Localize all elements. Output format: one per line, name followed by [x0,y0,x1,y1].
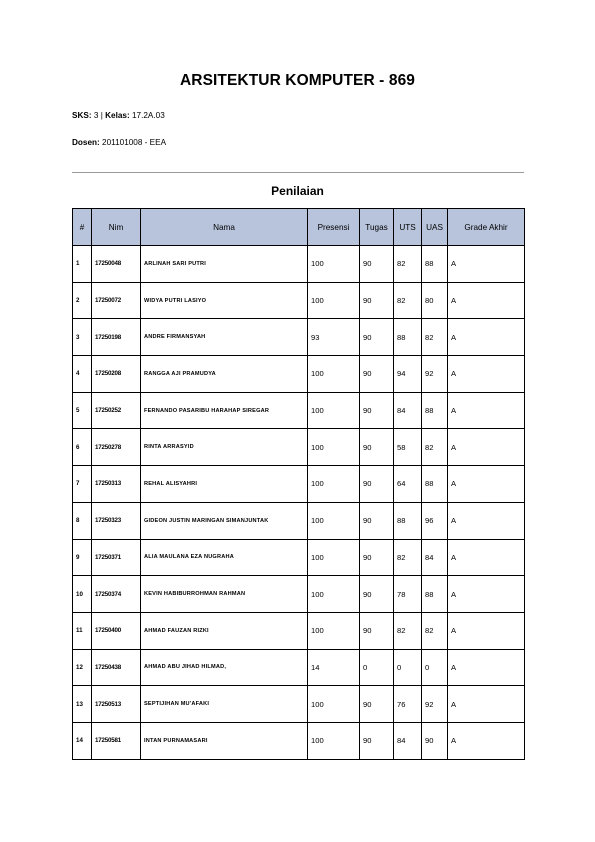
tugas-cell: 90 [360,722,394,759]
nim-cell: 17250208 [92,356,141,393]
tugas-cell: 0 [360,649,394,686]
row-number: 3 [73,319,92,356]
kelas-value: 17.2A.03 [131,111,165,120]
row-number: 13 [73,686,92,723]
name-cell: FERNANDO PASARIBU HARAHAP SIREGAR [141,392,308,429]
row-number: 4 [73,356,92,393]
presensi-cell: 100 [308,612,360,649]
table-row [73,686,525,723]
grade-cell: A [448,356,525,393]
column-header-tugas: Tugas [360,209,394,246]
grade-cell: A [448,722,525,759]
course-meta-line [72,111,165,120]
row-number: 1 [73,246,92,283]
uas-cell: 0 [422,649,448,686]
uas-cell: 92 [422,356,448,393]
grade-cell: A [448,502,525,539]
column-header-no: # [73,209,92,246]
grade-cell: A [448,686,525,723]
tugas-cell: 90 [360,612,394,649]
uts-cell: 94 [394,356,422,393]
uts-cell: 88 [394,502,422,539]
presensi-cell: 100 [308,429,360,466]
presensi-cell: 100 [308,356,360,393]
table-row [73,649,525,686]
name-cell: GIDEON JUSTIN MARINGAN SIMANJUNTAK [141,502,308,539]
nim-cell: 17250048 [92,246,141,283]
table-row [73,539,525,576]
nim-cell: 17250513 [92,686,141,723]
tugas-cell: 90 [360,502,394,539]
row-number: 6 [73,429,92,466]
row-number: 14 [73,722,92,759]
row-number: 9 [73,539,92,576]
divider [72,172,524,173]
nim-cell: 17250371 [92,539,141,576]
table-row [73,392,525,429]
dosen-value: 201101008 - EEA [102,138,167,147]
tugas-cell: 90 [360,392,394,429]
nim-cell: 17250313 [92,466,141,503]
grade-cell: A [448,282,525,319]
grade-cell: A [448,466,525,503]
presensi-cell: 100 [308,502,360,539]
uts-cell: 88 [394,319,422,356]
row-number: 8 [73,502,92,539]
name-cell: ALIA MAULANA EZA NUGRAHA [141,539,308,576]
tugas-cell: 90 [360,686,394,723]
tugas-cell: 90 [360,282,394,319]
row-number: 10 [73,576,92,613]
name-cell: WIDYA PUTRI LASIYO [141,282,308,319]
name-cell: SEPTIJIHAN MU'AFAKI [141,686,308,723]
column-header-uas: UAS [422,209,448,246]
row-number: 7 [73,466,92,503]
row-number: 2 [73,282,92,319]
uas-cell: 90 [422,722,448,759]
presensi-cell: 93 [308,319,360,356]
name-cell: INTAN PURNAMASARI [141,722,308,759]
table-row [73,246,525,283]
nim-cell: 17250072 [92,282,141,319]
tugas-cell: 90 [360,429,394,466]
grade-cell: A [448,649,525,686]
row-number: 11 [73,612,92,649]
table-row [73,612,525,649]
dosen-label: Dosen: [72,138,100,147]
grade-cell: A [448,429,525,466]
table-row [73,576,525,613]
presensi-cell: 100 [308,722,360,759]
uas-cell: 82 [422,612,448,649]
uts-cell: 82 [394,539,422,576]
uas-cell: 96 [422,502,448,539]
table-body [73,246,525,760]
uas-cell: 88 [422,392,448,429]
name-cell: ARLINAH SARI PUTRI [141,246,308,283]
presensi-cell: 14 [308,649,360,686]
name-cell: RINTA ARRASYID [141,429,308,466]
uas-cell: 88 [422,466,448,503]
column-header-grade: Grade Akhir [448,209,525,246]
uts-cell: 64 [394,466,422,503]
uts-cell: 58 [394,429,422,466]
tugas-cell: 90 [360,356,394,393]
row-number: 12 [73,649,92,686]
nim-cell: 17250323 [92,502,141,539]
tugas-cell: 90 [360,319,394,356]
presensi-cell: 100 [308,282,360,319]
name-cell: AHMAD ABU JIHAD HILMAD, [141,649,308,686]
tugas-cell: 90 [360,246,394,283]
name-cell: ANDRE FIRMANSYAH [141,319,308,356]
sks-label: SKS: [72,111,92,120]
column-header-uts: UTS [394,209,422,246]
grade-cell: A [448,246,525,283]
uts-cell: 84 [394,722,422,759]
kelas-label: Kelas: [105,111,130,120]
nim-cell: 17250252 [92,392,141,429]
presensi-cell: 100 [308,539,360,576]
uts-cell: 82 [394,282,422,319]
uas-cell: 88 [422,576,448,613]
tugas-cell: 90 [360,576,394,613]
table-row [73,319,525,356]
nim-cell: 17250198 [92,319,141,356]
grade-cell: A [448,319,525,356]
grade-cell: A [448,576,525,613]
nim-cell: 17250374 [92,576,141,613]
uas-cell: 84 [422,539,448,576]
uts-cell: 82 [394,612,422,649]
nim-cell: 17250438 [92,649,141,686]
uts-cell: 76 [394,686,422,723]
tugas-cell: 90 [360,466,394,503]
uas-cell: 82 [422,319,448,356]
column-header-presensi: Presensi [308,209,360,246]
name-cell: REHAL ALISYAHRI [141,466,308,503]
presensi-cell: 100 [308,686,360,723]
table-header-row [73,209,525,246]
table-row [73,466,525,503]
table-row [73,429,525,466]
lecturer-line [72,138,166,147]
sks-value: 3 [93,111,99,120]
uts-cell: 84 [394,392,422,429]
grade-cell: A [448,539,525,576]
meta-separator: | [100,111,103,120]
table-row [73,282,525,319]
grade-cell: A [448,612,525,649]
column-header-nama: Nama [141,209,308,246]
grades-table [72,208,525,760]
presensi-cell: 100 [308,576,360,613]
grade-cell: A [448,392,525,429]
tugas-cell: 90 [360,539,394,576]
uas-cell: 92 [422,686,448,723]
table-row [73,722,525,759]
nim-cell: 17250581 [92,722,141,759]
nim-cell: 17250278 [92,429,141,466]
name-cell: KEVIN HABIBURROHMAN RAHMAN [141,576,308,613]
name-cell: RANGGA AJI PRAMUDYA [141,356,308,393]
uas-cell: 80 [422,282,448,319]
uts-cell: 78 [394,576,422,613]
uas-cell: 88 [422,246,448,283]
page-title: ARSITEKTUR KOMPUTER - 869 [179,72,416,89]
uts-cell: 82 [394,246,422,283]
presensi-cell: 100 [308,466,360,503]
uas-cell: 82 [422,429,448,466]
presensi-cell: 100 [308,246,360,283]
presensi-cell: 100 [308,392,360,429]
table-row [73,502,525,539]
column-header-nim: Nim [92,209,141,246]
nim-cell: 17250400 [92,612,141,649]
uts-cell: 0 [394,649,422,686]
row-number: 5 [73,392,92,429]
name-cell: AHMAD FAUZAN RIZKI [141,612,308,649]
table-row [73,356,525,393]
section-title: Penilaian [271,184,324,198]
